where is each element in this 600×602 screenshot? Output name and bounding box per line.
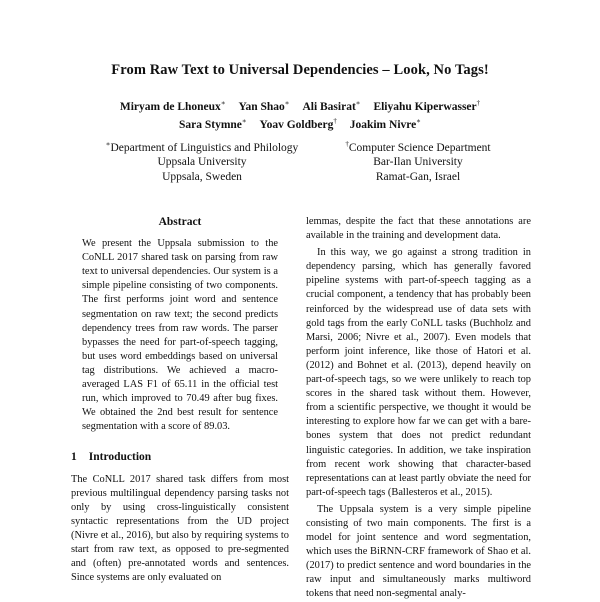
author: Ali Basirat∗ <box>302 99 361 113</box>
author: Joakim Nivre∗ <box>349 117 422 131</box>
affiliation-uppsala: ∗Department of Linguistics and Philology Uppsala University Uppsala, Sweden <box>105 140 299 183</box>
author: Eliyahu Kiperwasser† <box>373 99 481 113</box>
right-column <box>306 215 531 602</box>
abstract-text: We present the Uppsala submission to the CoNLL 2017 shared task on parsing from raw text to universal dependencies. Our system is a simple pipeline consisting of two components. The first performs joint word and sentence segmentation on raw text; the second predicts dependency trees from raw words. The parser bypasses the need for part-of-speech tagging, but uses word embeddings based on universal tag distributions. We achieved a macro-averaged LAS F1 of 65.11 in the official test run, which improved to 70.49 after bug fixes. We obtained the 2nd best result for sentence segmentation with a score of 89.03. <box>82 238 278 433</box>
paragraph: In this way, we go against a strong tradition in dependency parsing, which has generally favored pipeline systems with part-of-speech tagging as a crucial component, a tendency that has probably been reinforced by the widespread use of data sets with gold tags from the early CoNLL tasks (Buchholz and Marsi, 2006; Nivre et al., 2007). Even models that perform joint inference, like those of Hatori et al. (2012) and Bohnet et al. (2013), depend heavily on part-of-speech tags, so we were unlikely to reach top scores in the shared task without them. However, from a scientific perspective, we thought it would be interesting to explore how far we can get with a bare-bones system that does not predict redundant linguistic categories. In addition, we take inspiration from recent work showing that character-based representations can at least partly obviate the need for part-of-speech tags (Ballesteros et al., 2015). <box>306 247 531 498</box>
author: Miryam de Lhoneux∗ <box>119 99 226 113</box>
affiliation-bar-ilan: †Computer Science Department Bar-Ilan University Ramat-Gan, Israel <box>345 140 491 183</box>
author: Sara Stymne∗ <box>178 117 247 131</box>
section-heading-introduction: 1 Introduction <box>71 451 152 464</box>
paragraph: lemmas, despite the fact that these annotations are available in the training and development data. <box>306 216 531 242</box>
authors-line-1 <box>0 96 600 115</box>
introduction-text: The CoNLL 2017 shared task differs from most previous multilingual dependency parsing tasks not only by using cross-linguistically consistent syntactic representations from the UD project (Nivre et al., 2016), but also by requiring systems to start from raw text, as opposed to pre-segmented and (often) pre-annotated words and sentences. Since systems are only evaluated on <box>71 473 289 584</box>
author: Yoav Goldberg† <box>259 117 337 131</box>
paper-title: From Raw Text to Universal Dependencies – Look, No Tags! <box>111 62 489 78</box>
left-column <box>71 215 289 585</box>
abstract-heading: Abstract <box>158 216 202 228</box>
author: Yan Shao∗ <box>238 99 290 113</box>
authors-line-2 <box>0 114 600 133</box>
paragraph: The Uppsala system is a very simple pipeline consisting of two main components. The first is a model for joint sentence and word segmentation, which uses the BiRNN-CRF framework of Shao et al. (2017) to predict sentence and word boundaries in the raw input and simultaneously marks multiword tokens that need non-segmental analy- <box>306 503 531 600</box>
